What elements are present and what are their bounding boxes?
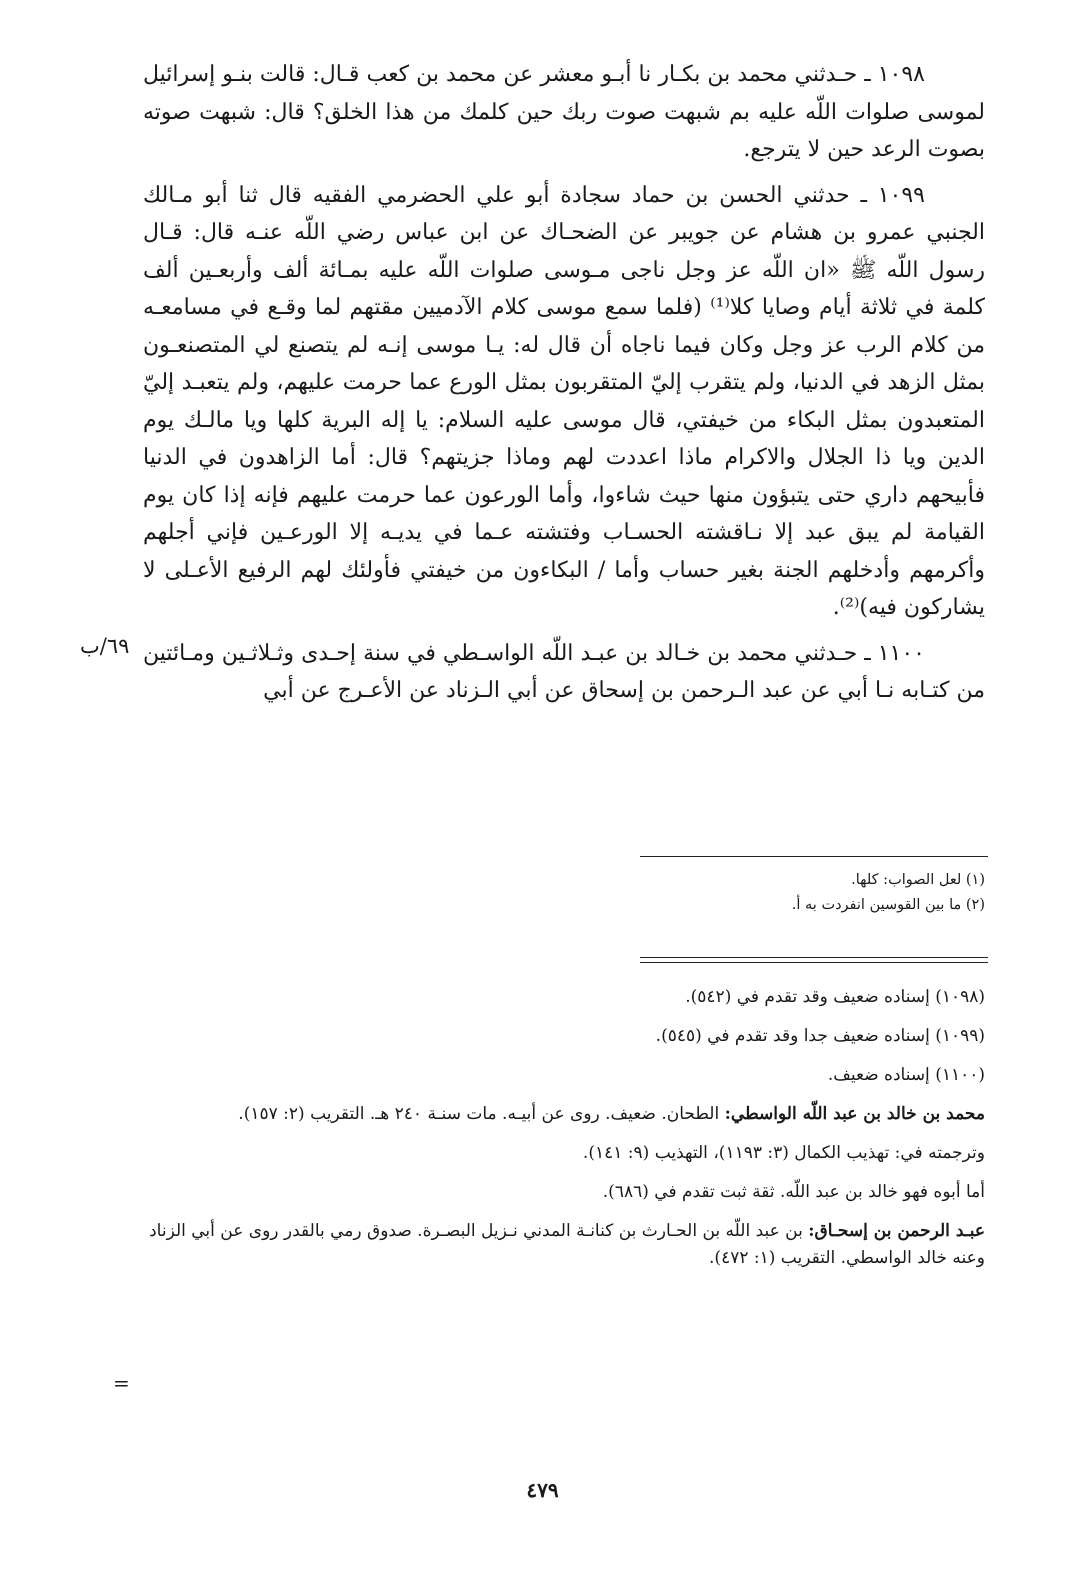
bio-abd-al-rahman: [120, 1218, 985, 1272]
hadith-1099: ١٠٩٩ ـ حدثني الحسن بن حماد سجادة أبو علي الحضرمي الفقيه قال ثنا أبو مـالك الجنبي عمرو بن هشام عن جويبر عن الضحـاك عن ابن عباس رضي اللّه عنـه قال: قـال رسول اللّه ﷺ «ان اللّه عز وجل ناجى مـوسى صلوات اللّه عليه بمـائة ألف وأربعـين ألف كلمة في ثلاثة أيام وصايا كلا⁽¹⁾ (فلما سمع موسى كلام الآدميين مقتهم لما وقـع في مسامعـه من كلام الرب عز وجل وكان فيما ناجاه أن قال له: يـا موسى إنـه لم يتصنع لي المتصنعـون بمثل الزهد في الدنيا، ولم يتقرب إليّ المتقربون بمثل الورع عما حرمت عليهم، ولم يتعبـد إليّ المتعبدون بمثل البكاء من خيفتي، قال موسى عليه السلام: يا إله البرية كلها ويا مالـك يوم الدين ويا ذا الجلال والاكرام ماذا اعددت لهم وماذا جزيتهم؟ قال: أما الزاهدون في الدنيا فأبيحهم داري حتى يتبؤون منها حيث شاءوا، وأما الورعون عما حرمت عليهم فإنه إذا كان يوم القيامة لم يبق عبد إلا نـاقشته الحسـاب وفتشته عـما في يديـه إلا الورعـين فإني أجلهم وأكرمهم وأدخلهم الجنة بغير حساب وأما / البكاءون من خيفتي فأولئك لهم الرفيع الأعـلى لا يشاركون فيه)⁽²⁾.: [143, 182, 986, 620]
commentary-divider: [640, 957, 988, 963]
bio-muhammad-ibn-khalid: [120, 1101, 985, 1128]
commentary-1099: (١٠٩٩) إسناده ضعيف جدا وقد تقدم في (٥٤٥).: [655, 1026, 985, 1046]
bio-name: عبـد الرحمن بن إسحـاق:: [808, 1221, 985, 1241]
bio-father: أما أبوه فهو خالد بن عبد اللّه. ثقة ثبت تقدم في (٦٨٦).: [602, 1182, 985, 1202]
commentary: [120, 984, 985, 1272]
commentary-1100: (١١٠٠) إسناده ضعيف.: [827, 1065, 985, 1085]
bio-text: بن عبد اللّه بن الحـارث بن كنانـة المدني نـزيل البصـرة. صدوق رمي بالقدر روى عن أبي الزناد وعنه خالد الواسطي. التقريب (١: ٤٧٢).: [149, 1221, 985, 1268]
continuation-mark: =: [113, 1371, 130, 1395]
main-text: [143, 56, 985, 710]
hadith-1100: ١١٠٠ ـ حـدثني محمد بن خـالد بن عبـد اللّه الواسـطي في سنة إحـدى وثـلاثـين ومـائتين من كتـابه نـا أبي عن عبد الـرحمن بن إسحاق عن أبي الـزناد عن الأعـرج عن أبي: [143, 640, 985, 703]
footnotes: [600, 868, 985, 918]
bio-text: الطحان. ضعيف. روى عن أبيـه. مات سنـة ٢٤٠ هـ. التقريب (٢: ١٥٧).: [238, 1104, 725, 1124]
footnote-divider: [640, 856, 988, 857]
commentary-1098: (١٠٩٨) إسناده ضعيف وقد تقدم في (٥٤٢).: [685, 987, 985, 1007]
hadith-1098: ١٠٩٨ ـ حـدثني محمد بن بكـار نا أبـو معشر عن محمد بن كعب قـال: قالت بنـو إسرائيل لموسى صلوات اللّه عليه بم شبهت صوت ربك حين كلمك من هذا الخلق؟ قال: شبهت صوته بصوت الرعد حين لا يترجع.: [143, 62, 986, 162]
footnote-1: (١) لعل الصواب: كلها.: [851, 872, 985, 888]
bio-references: وترجمته في: تهذيب الكمال (٣: ١١٩٣)، التهذيب (٩: ١٤١).: [582, 1143, 985, 1163]
bio-name: محمد بن خالد بن عبد اللّه الواسطي:: [724, 1104, 985, 1124]
page-number: ٤٧٩: [526, 1478, 559, 1502]
footnote-2: (٢) ما بين القوسين انفردت به أ.: [791, 897, 985, 913]
manuscript-folio-note: ٦٩/ب: [80, 634, 130, 658]
